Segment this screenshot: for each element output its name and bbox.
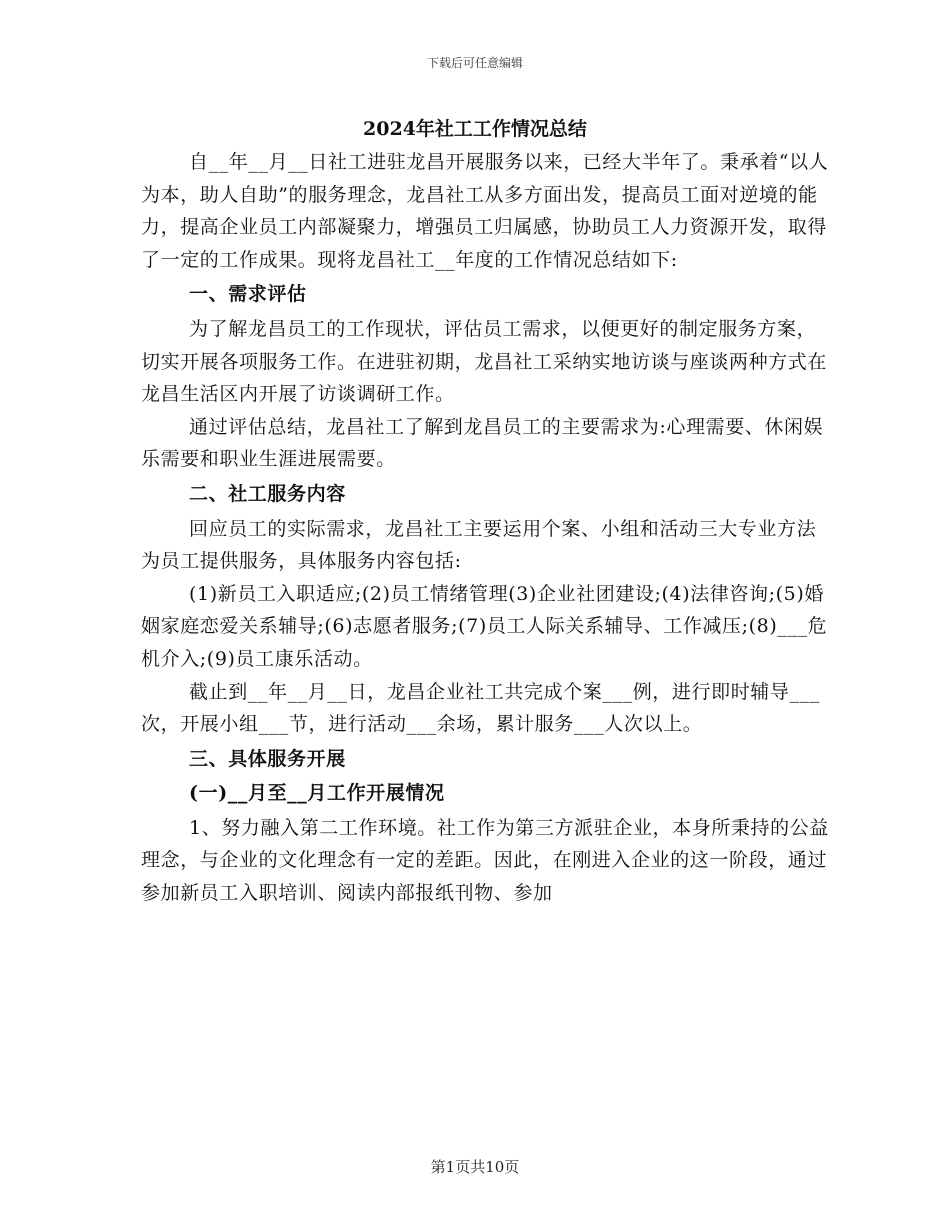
document-body	[141, 146, 831, 910]
page-footer: 第1页共10页	[430, 1158, 520, 1176]
header-note: 下载后可任意编辑	[426, 56, 523, 70]
paragraph-service-methods: 回应员工的实际需求，龙昌社工主要运用个案、小组和活动三大专业方法为员工提供服务，具体服务内容包括:	[141, 517, 817, 573]
paragraph-service-stats: 截止到__年__月__日，龙昌企业社工共完成个案___例，进行即时辅导___次，开展小组___节，进行活动___余场，累计服务___人次以上。	[141, 680, 820, 736]
section-heading-2: 二、社工服务内容	[189, 482, 346, 505]
paragraph-needs-summary: 通过评估总结，龙昌社工了解到龙昌员工的主要需求为:心理需要、休闲娱乐需要和职业生涯进展需要。	[141, 415, 824, 471]
section-heading-1: 一、需求评估	[189, 283, 307, 306]
paragraph-integration: 1、努力融入第二工作环境。社工作为第三方派驻企业，本身所秉持的公益理念，与企业的文化理念有一定的差距。因此，在刚进入企业的这一阶段，通过参加新员工入职培训、阅读内部报纸刊物、参加	[141, 816, 829, 905]
paragraph-service-list: (1)新员工入职适应;(2)员工情绪管理(3)企业社团建设;(4)法律咨询;(5)婚姻家庭恋爱关系辅导;(6)志愿者服务;(7)员工人际关系辅导、工作减压;(8)___危机介入;(9)员工康乐活动。	[141, 582, 828, 670]
paragraph-needs-assessment: 为了解龙昌员工的工作现状，评估员工需求，以便更好的制定服务方案，切实开展各项服务工作。在进驻初期，龙昌社工采纳实地访谈与座谈两种方式在龙昌生活区内开展了访谈调研工作。	[141, 317, 828, 406]
document-title: 2024年社工工作情况总结	[363, 118, 587, 140]
paragraph-intro: 自__年__月__日社工进驻龙昌开展服务以来，已经大半年了。秉承着“以人为本，助人自助”的服务理念，龙昌社工从多方面出发，提高员工面对逆境的能力，提高企业员工内部凝聚力，增强员工归属感，协助员工人力资源开发，取得了一定的工作成果。现将龙昌社工__年度的工作情况总结如下:	[141, 151, 829, 271]
subsection-heading-1: (一)__月至__月工作开展情况	[189, 782, 445, 805]
section-heading-3: 三、具体服务开展	[189, 747, 346, 770]
